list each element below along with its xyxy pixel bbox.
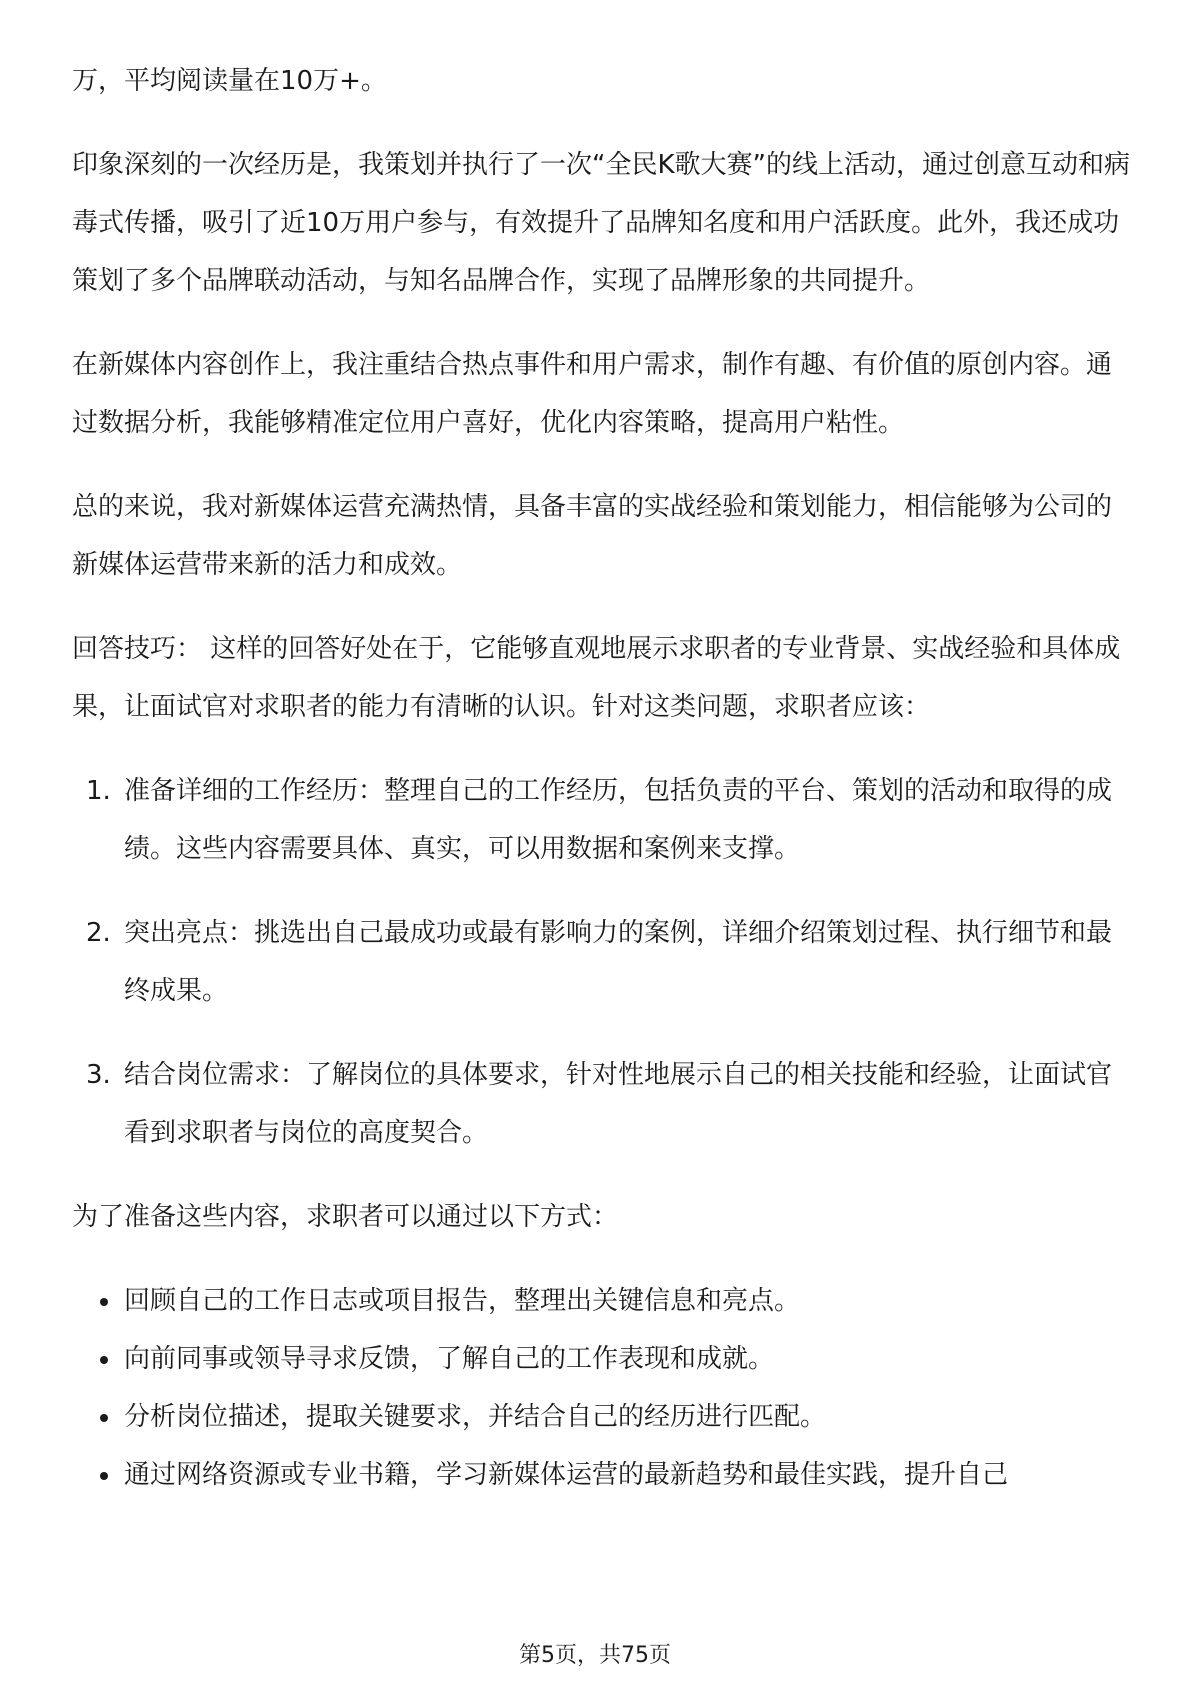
- page-content: [72, 52, 1132, 1504]
- list-number: 1.: [86, 776, 111, 806]
- list-item-text: 通过网络资源或专业书籍，学习新媒体运营的最新趋势和最佳实践，提升自己: [124, 1460, 1009, 1490]
- list-item: [72, 904, 1132, 1020]
- bullet-list: [72, 1272, 1132, 1504]
- list-item-text: 突出亮点：挑选出自己最成功或最有影响力的案例，详细介绍策划过程、执行细节和最终成果。: [124, 918, 1113, 1006]
- list-item: [72, 762, 1132, 878]
- paragraph: 万，平均阅读量在10万+。: [72, 66, 387, 96]
- numbered-list: [72, 762, 1132, 1162]
- list-item: [72, 1330, 1132, 1388]
- list-item-text: 结合岗位需求：了解岗位的具体要求，针对性地展示自己的相关技能和经验，让面试官看到求职者与岗位的高度契合。: [124, 1060, 1113, 1148]
- bullet-icon: [100, 1298, 108, 1306]
- paragraph: 在新媒体内容创作上，我注重结合热点事件和用户需求，制作有趣、有价值的原创内容。通过数据分析，我能够精准定位用户喜好，优化内容策略，提高用户粘性。: [72, 350, 1113, 438]
- bullet-icon: [100, 1472, 108, 1480]
- list-item-text: 分析岗位描述，提取关键要求，并结合自己的经历进行匹配。: [124, 1402, 827, 1432]
- list-item: [72, 1046, 1132, 1162]
- bullet-icon: [100, 1414, 108, 1422]
- preparation-intro: 为了准备这些内容，求职者可以通过以下方式：: [72, 1202, 619, 1232]
- list-item-text: 准备详细的工作经历：整理自己的工作经历，包括负责的平台、策划的活动和取得的成绩。这些内容需要具体、真实，可以用数据和案例来支撑。: [124, 776, 1113, 864]
- list-item-text: 向前同事或领导寻求反馈，了解自己的工作表现和成就。: [124, 1344, 775, 1374]
- list-item-text: 回顾自己的工作日志或项目报告，整理出关键信息和亮点。: [124, 1286, 801, 1316]
- page-number-footer: 第5页，共75页: [519, 1643, 671, 1668]
- paragraph: 印象深刻的一次经历是，我策划并执行了一次“全民K歌大赛”的线上活动，通过创意互动和病毒式传播，吸引了近10万用户参与，有效提升了品牌知名度和用户活跃度。此外，我还成功策划了多个品牌联动活动，与知名品牌合作，实现了品牌形象的共同提升。: [72, 150, 1130, 296]
- paragraph: 总的来说，我对新媒体运营充满热情，具备丰富的实战经验和策划能力，相信能够为公司的新媒体运营带来新的活力和成效。: [72, 492, 1113, 580]
- answer-tips-paragraph: 回答技巧： 这样的回答好处在于，它能够直观地展示求职者的专业背景、实战经验和具体成果，让面试官对求职者的能力有清晰的认识。针对这类问题，求职者应该：: [72, 634, 1121, 722]
- list-item: [72, 1272, 1132, 1330]
- list-item: [72, 1446, 1132, 1504]
- list-number: 3.: [86, 1060, 111, 1090]
- bullet-icon: [100, 1356, 108, 1364]
- list-item: [72, 1388, 1132, 1446]
- list-number: 2.: [86, 918, 111, 948]
